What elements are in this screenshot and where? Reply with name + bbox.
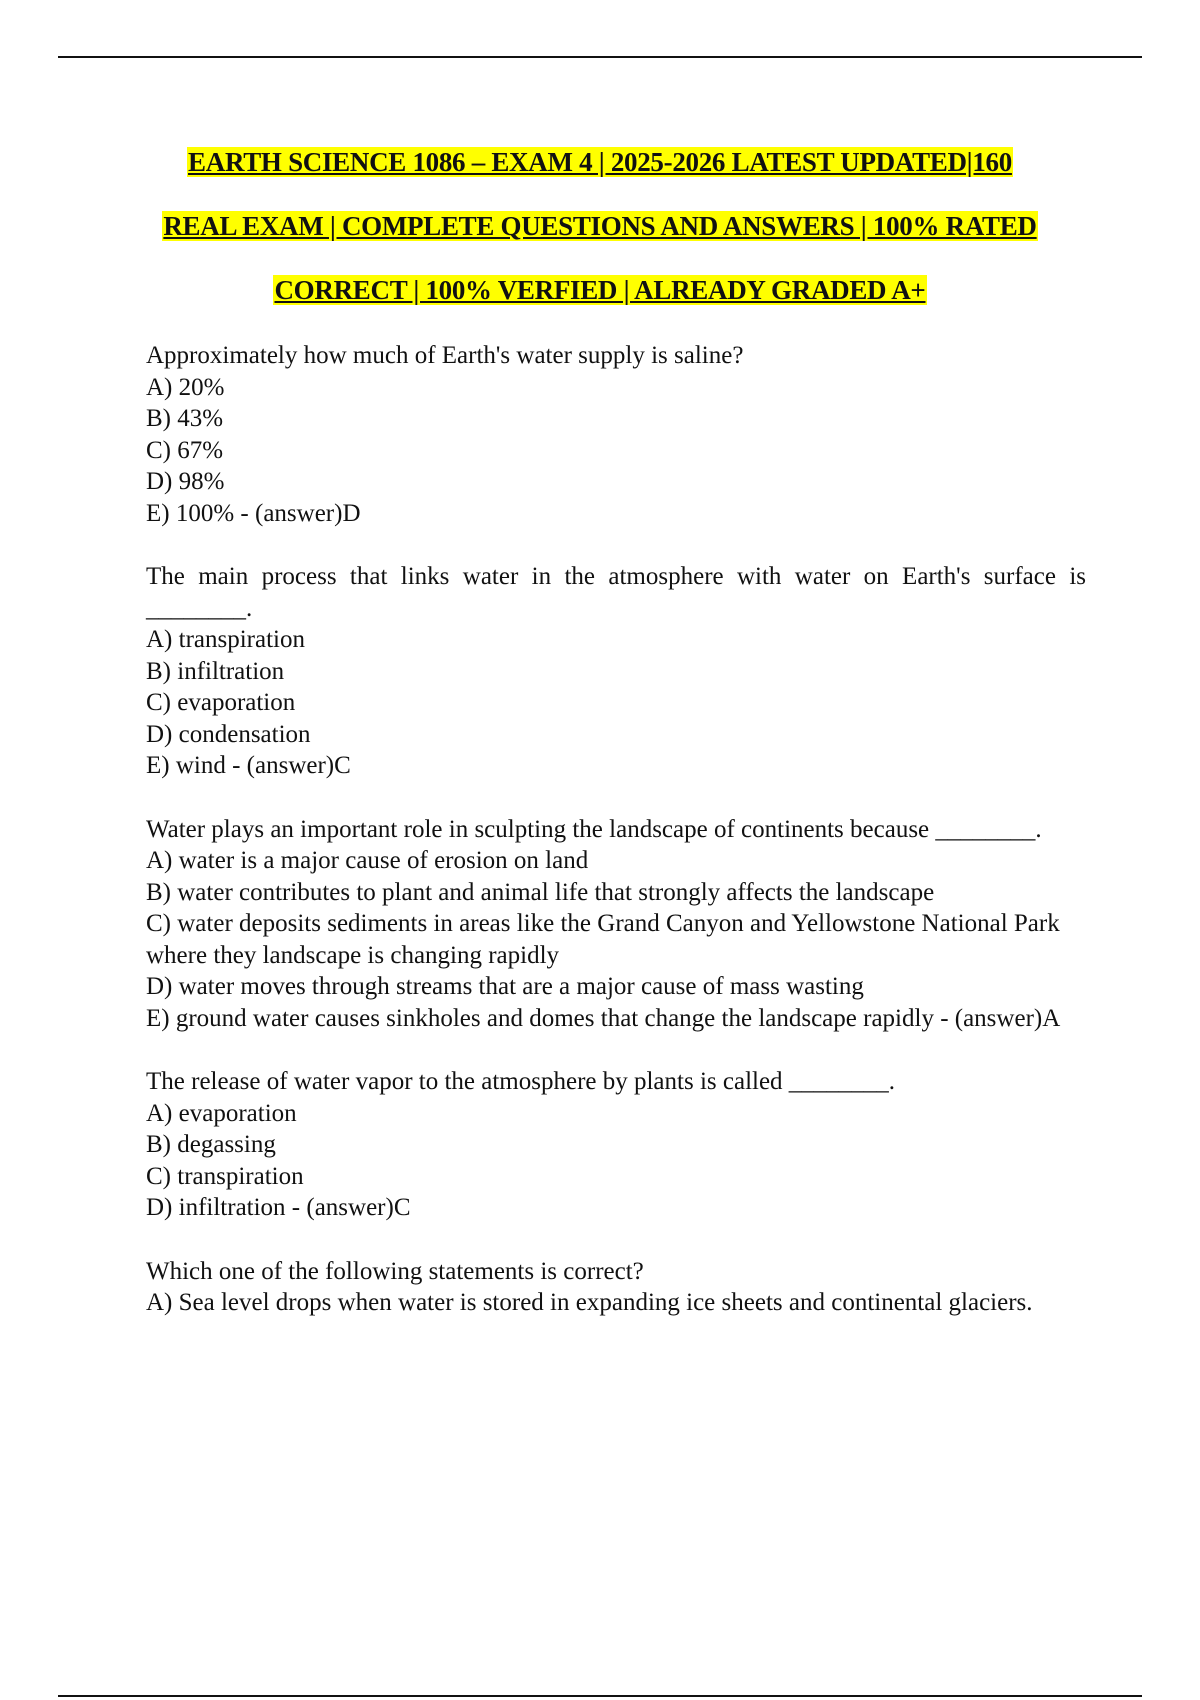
answer-option: B) water contributes to plant and animal life that strongly affects the landscape — [146, 878, 935, 906]
document-title — [58, 142, 1142, 334]
title-line-2: REAL EXAM | COMPLETE QUESTIONS AND ANSWERS | 100% RATED — [163, 211, 1037, 241]
answer-option: A) evaporation — [146, 1099, 297, 1127]
answer-option: D) water moves through streams that are a major cause of mass wasting — [146, 973, 864, 1000]
question-2 — [146, 561, 1086, 782]
title-line-3: CORRECT | 100% VERFIED | ALREADY GRADED A+ — [274, 275, 926, 305]
answer-option: C) evaporation — [146, 689, 296, 716]
answer-option: B) infiltration — [146, 657, 285, 685]
answer-option: A) 20% — [146, 373, 225, 401]
answer-option: C) 67% — [146, 436, 224, 464]
answer-option: E) wind - (answer)C — [146, 752, 351, 779]
answer-option: A) Sea level drops when water is stored in expanding ice sheets and continental glaciers. — [146, 1289, 1033, 1316]
question-stem: Water plays an important role in sculpting the landscape of continents because ________. — [146, 815, 1042, 843]
answer-option: E) 100% - (answer)D — [146, 499, 361, 527]
answer-option: D) 98% — [146, 468, 225, 495]
answer-option: D) condensation — [146, 720, 311, 748]
question-stem: The release of water vapor to the atmosphere by plants is called ________. — [146, 1068, 896, 1095]
answer-option: E) ground water causes sinkholes and domes that change the landscape rapidly - (answer)A — [146, 1004, 1061, 1032]
title-line-1: EARTH SCIENCE 1086 – EXAM 4 | 2025-2026 LATEST UPDATED|160 — [188, 147, 1012, 177]
answer-option: A) transpiration — [146, 626, 305, 653]
answer-option: B) 43% — [146, 405, 224, 432]
answer-option-continuation: where they landscape is changing rapidly — [146, 941, 560, 969]
answer-option: A) water is a major cause of erosion on land — [146, 847, 589, 874]
answer-option: D) infiltration - (answer)C — [146, 1194, 411, 1221]
question-4 — [146, 1066, 1086, 1224]
question-5 — [146, 1256, 1086, 1319]
question-stem: Approximately how much of Earth's water supply is saline? — [146, 342, 744, 369]
question-stem: The main process that links water in the atmosphere with water on Earth's surface is ________. — [146, 563, 1086, 622]
top-rule — [58, 56, 1142, 58]
answer-option: C) transpiration — [146, 1162, 304, 1190]
bottom-rule — [58, 1695, 1142, 1697]
question-list — [146, 340, 1086, 1351]
question-1 — [146, 340, 1086, 529]
question-stem: Which one of the following statements is correct? — [146, 1257, 644, 1285]
answer-option: B) degassing — [146, 1131, 276, 1158]
question-3 — [146, 814, 1086, 1035]
answer-option: C) water deposits sediments in areas like the Grand Canyon and Yellowstone National Park — [146, 910, 1060, 937]
